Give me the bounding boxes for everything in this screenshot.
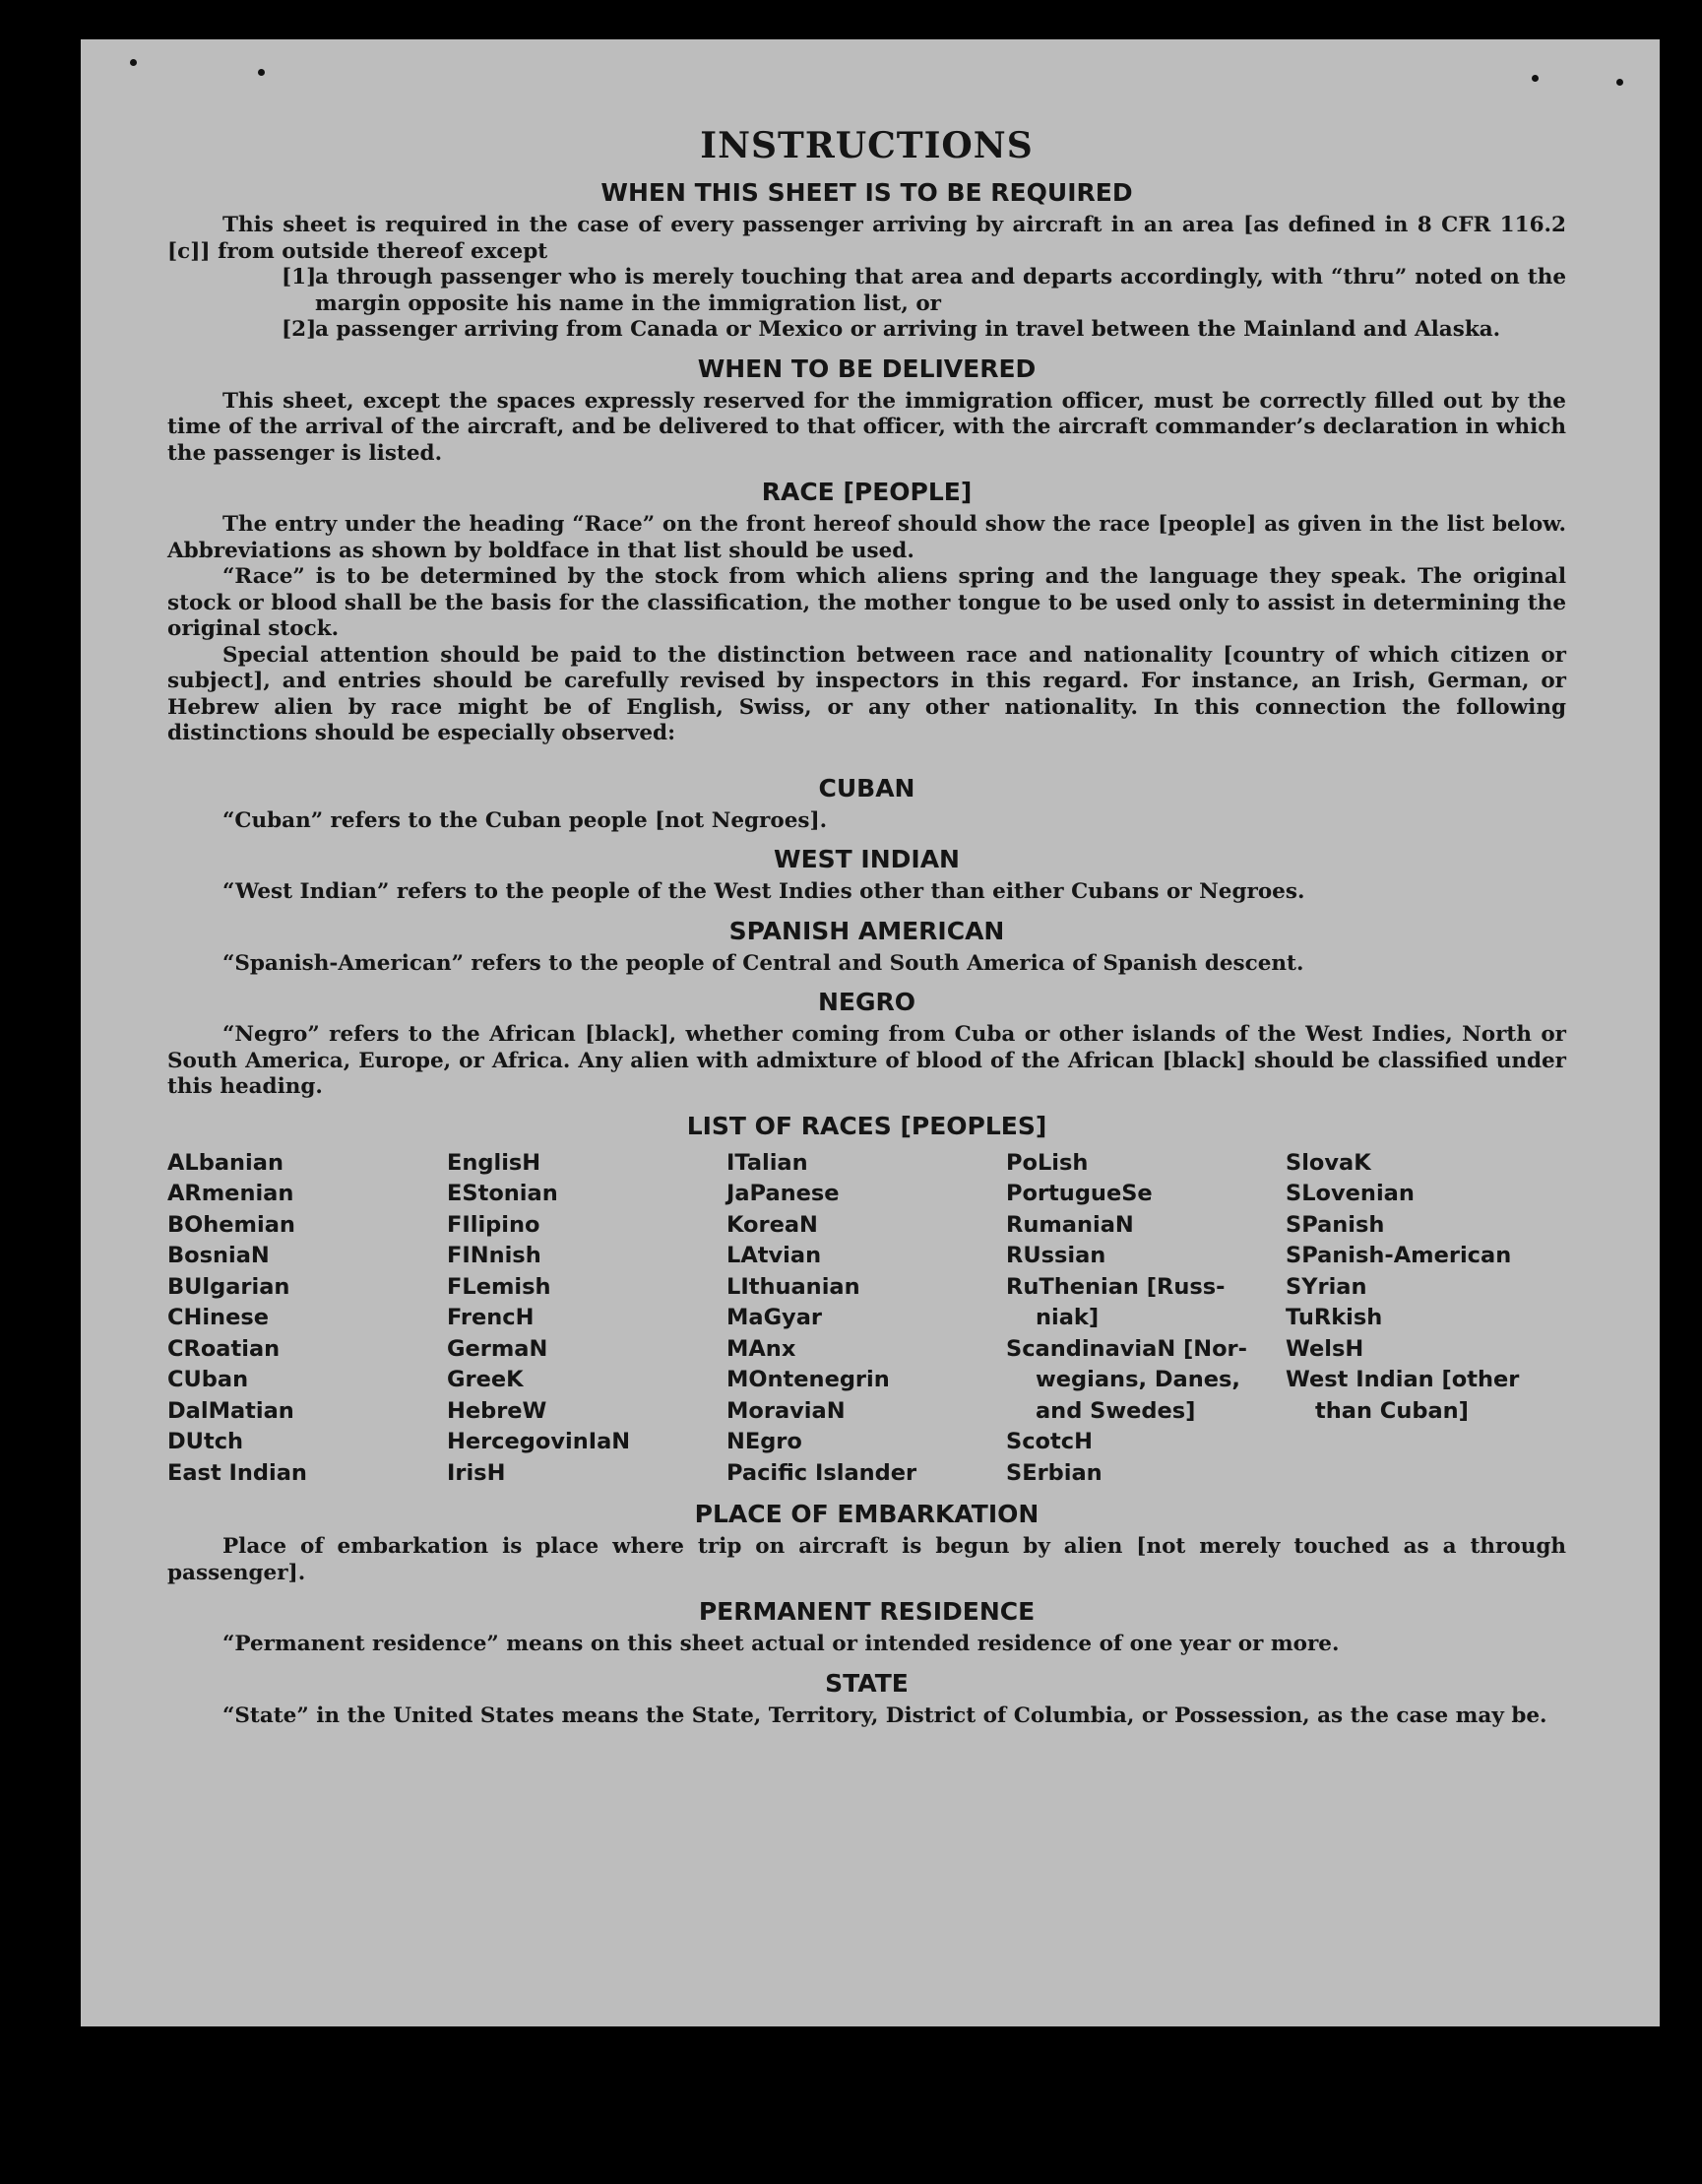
race-entry: HercegovinIaN [447,1429,631,1454]
race-entry: Pacific Islander [726,1459,917,1486]
race-paragraph-1: The entry under the heading “Race” on the front hereof should show the race [people] as given in the list below. Abbreviations as shown by boldface in that list should be used. [167,512,1566,563]
heading-state: STATE [825,1668,909,1698]
race-entry: MoraviaN [726,1397,846,1424]
race-entry: EStonian [447,1181,558,1206]
race-entry: GermaN [447,1335,548,1362]
races-column-5 [1286,1148,1565,1490]
punch-hole-mark [258,69,265,76]
embarkation-text: Place of embarkation is place where trip on aircraft is begun by alien [not merely touched as a through passenger]. [167,1534,1566,1585]
race-paragraph-2: “Race” is to be determined by the stock from which aliens spring and the language they speak. The original stock or blood shall be the basis for the classification, the mother tongue to be used only to assist in determining the original stock. [167,564,1566,641]
race-entry: West Indian [other [1286,1367,1520,1392]
race-entry: BOhemian [167,1211,295,1238]
heading-negro: NEGRO [817,988,916,1016]
race-entry: PortugueSe [1006,1181,1153,1206]
race-entry: MAnx [726,1335,796,1362]
race-entry: CUban [167,1367,249,1392]
delivered-text: This sheet, except the spaces expressly reserved for the immigration officer, must be correctly filled out by the time of the arrival of the aircraft, and be delivered to that officer, with the aircraft commander’s declaration in which the passenger is listed. [167,388,1566,466]
negro-text: “Negro” refers to the African [black], whether coming from Cuba or other islands of the West Indies, North or South America, Europe, or Africa. Any alien with admixture of blood of the African [black] should be classified under this heading. [167,1022,1566,1099]
residence-text: “Permanent residence” means on this sheet actual or intended residence of one year or more. [222,1632,1340,1656]
race-entry: LIthuanian [726,1273,860,1300]
race-entry: RUssian [1006,1243,1106,1268]
race-entry: DUtch [167,1429,244,1454]
state-text: “State” in the United States means the State, Territory, District of Columbia, or Possession, as the case may be. [222,1702,1547,1728]
race-entry: LAtvian [726,1243,822,1268]
race-entry: PoLish [1006,1149,1089,1176]
race-entry: ARmenian [167,1181,294,1206]
races-column-3 [726,1148,1006,1490]
race-entry: RumaniaN [1006,1211,1134,1238]
race-entry: FrencH [447,1305,535,1330]
race-entry: SErbian [1006,1459,1103,1486]
race-entry: CHinese [167,1305,269,1330]
race-entry: HebreW [447,1397,547,1424]
race-entry: ScotcH [1006,1429,1093,1454]
west-indian-text: “West Indian” refers to the people of the West Indies other than either Cubans or Negroes. [222,879,1305,904]
heading-delivered: WHEN TO BE DELIVERED [697,353,1037,383]
race-entry: KoreaN [726,1211,818,1238]
item-number: [1] [282,265,317,289]
punch-hole-mark [1532,75,1539,82]
race-entry: JaPanese [726,1181,840,1206]
item-text: a through passenger who is merely touching that area and departs accordingly, with “thru” noted on the margin opposite his name in the immigration list, or [315,265,1566,316]
document-page [81,39,1660,2026]
heading-embarkation: PLACE OF EMBARKATION [694,1500,1040,1528]
races-column-2 [447,1148,726,1490]
race-entry: East Indian [167,1459,307,1486]
race-entry: SlovaK [1286,1149,1371,1176]
heading-required: WHEN THIS SHEET IS TO BE REQUIRED [600,178,1133,207]
heading-race: RACE [PEOPLE] [761,478,973,506]
race-entry-continuation: wegians, Danes, [1036,1367,1240,1392]
race-entry: DalMatian [167,1397,294,1424]
heading-spanish-american: SPANISH AMERICAN [728,916,1005,945]
item-text: a passenger arriving from Canada or Mexico or arriving in travel between the Mainland and Alaska. [315,317,1501,342]
item-number: [2] [282,317,317,342]
race-entry: BosniaN [167,1243,270,1268]
race-entry: IrisH [447,1459,506,1486]
race-entry: SPanish-American [1286,1243,1512,1268]
race-entry: SLovenian [1286,1181,1415,1206]
race-entry: CRoatian [167,1335,281,1362]
race-entry: ScandinaviaN [Nor- [1006,1335,1247,1362]
punch-hole-mark [130,59,137,66]
race-entry-continuation: than Cuban] [1315,1397,1469,1424]
heading-residence: PERMANENT RESIDENCE [698,1597,1036,1626]
race-entry: FLemish [447,1273,551,1300]
race-entry: BUlgarian [167,1273,290,1300]
races-column-4 [1006,1148,1286,1490]
heading-west-indian: WEST INDIAN [774,845,960,873]
race-entry: TuRkish [1286,1305,1383,1330]
heading-races-list: LIST OF RACES [PEOPLES] [686,1111,1047,1140]
races-column-1 [167,1148,447,1490]
required-item [167,265,1566,317]
spanish-american-text: “Spanish-American” refers to the people of Central and South America of Spanish descent. [222,950,1304,976]
race-entry: SYrian [1286,1273,1367,1300]
race-entry-continuation: and Swedes] [1036,1397,1196,1424]
race-entry: NEgro [726,1429,802,1454]
race-entry: EnglisH [447,1149,541,1176]
race-entry: SPanish [1286,1211,1385,1238]
punch-hole-mark [1616,79,1623,86]
race-entry: FINnish [447,1243,541,1268]
race-entry: ITalian [726,1149,808,1176]
race-entry: GreeK [447,1367,524,1392]
race-entry: WelsH [1286,1335,1364,1362]
required-intro: This sheet is required in the case of every passenger arriving by aircraft in an area [as defined in 8 CFR 116.2 [c]] from outside thereof except [167,213,1566,264]
race-entry: ALbanian [167,1149,284,1176]
race-entry-continuation: niak] [1036,1305,1100,1330]
page-title: INSTRUCTIONS [700,125,1034,166]
required-item [167,317,1566,344]
race-paragraph-3: Special attention should be paid to the distinction between race and nationality [country of which citizen or subject], and entries should be carefully revised by inspectors in this regard. For instance, an Irish, German, or Hebrew alien by race might be of English, Swiss, or any other nationality. In this connection the following distinctions should be especially observed: [167,642,1566,745]
heading-cuban: CUBAN [818,773,915,803]
cuban-text: “Cuban” refers to the Cuban people [not Negroes]. [222,807,828,833]
race-entry: MaGyar [726,1305,822,1330]
race-entry: RuThenian [Russ- [1006,1273,1226,1300]
race-entry: FIlipino [447,1211,540,1238]
races-list [167,1148,1566,1490]
race-entry: MOntenegrin [726,1367,890,1392]
